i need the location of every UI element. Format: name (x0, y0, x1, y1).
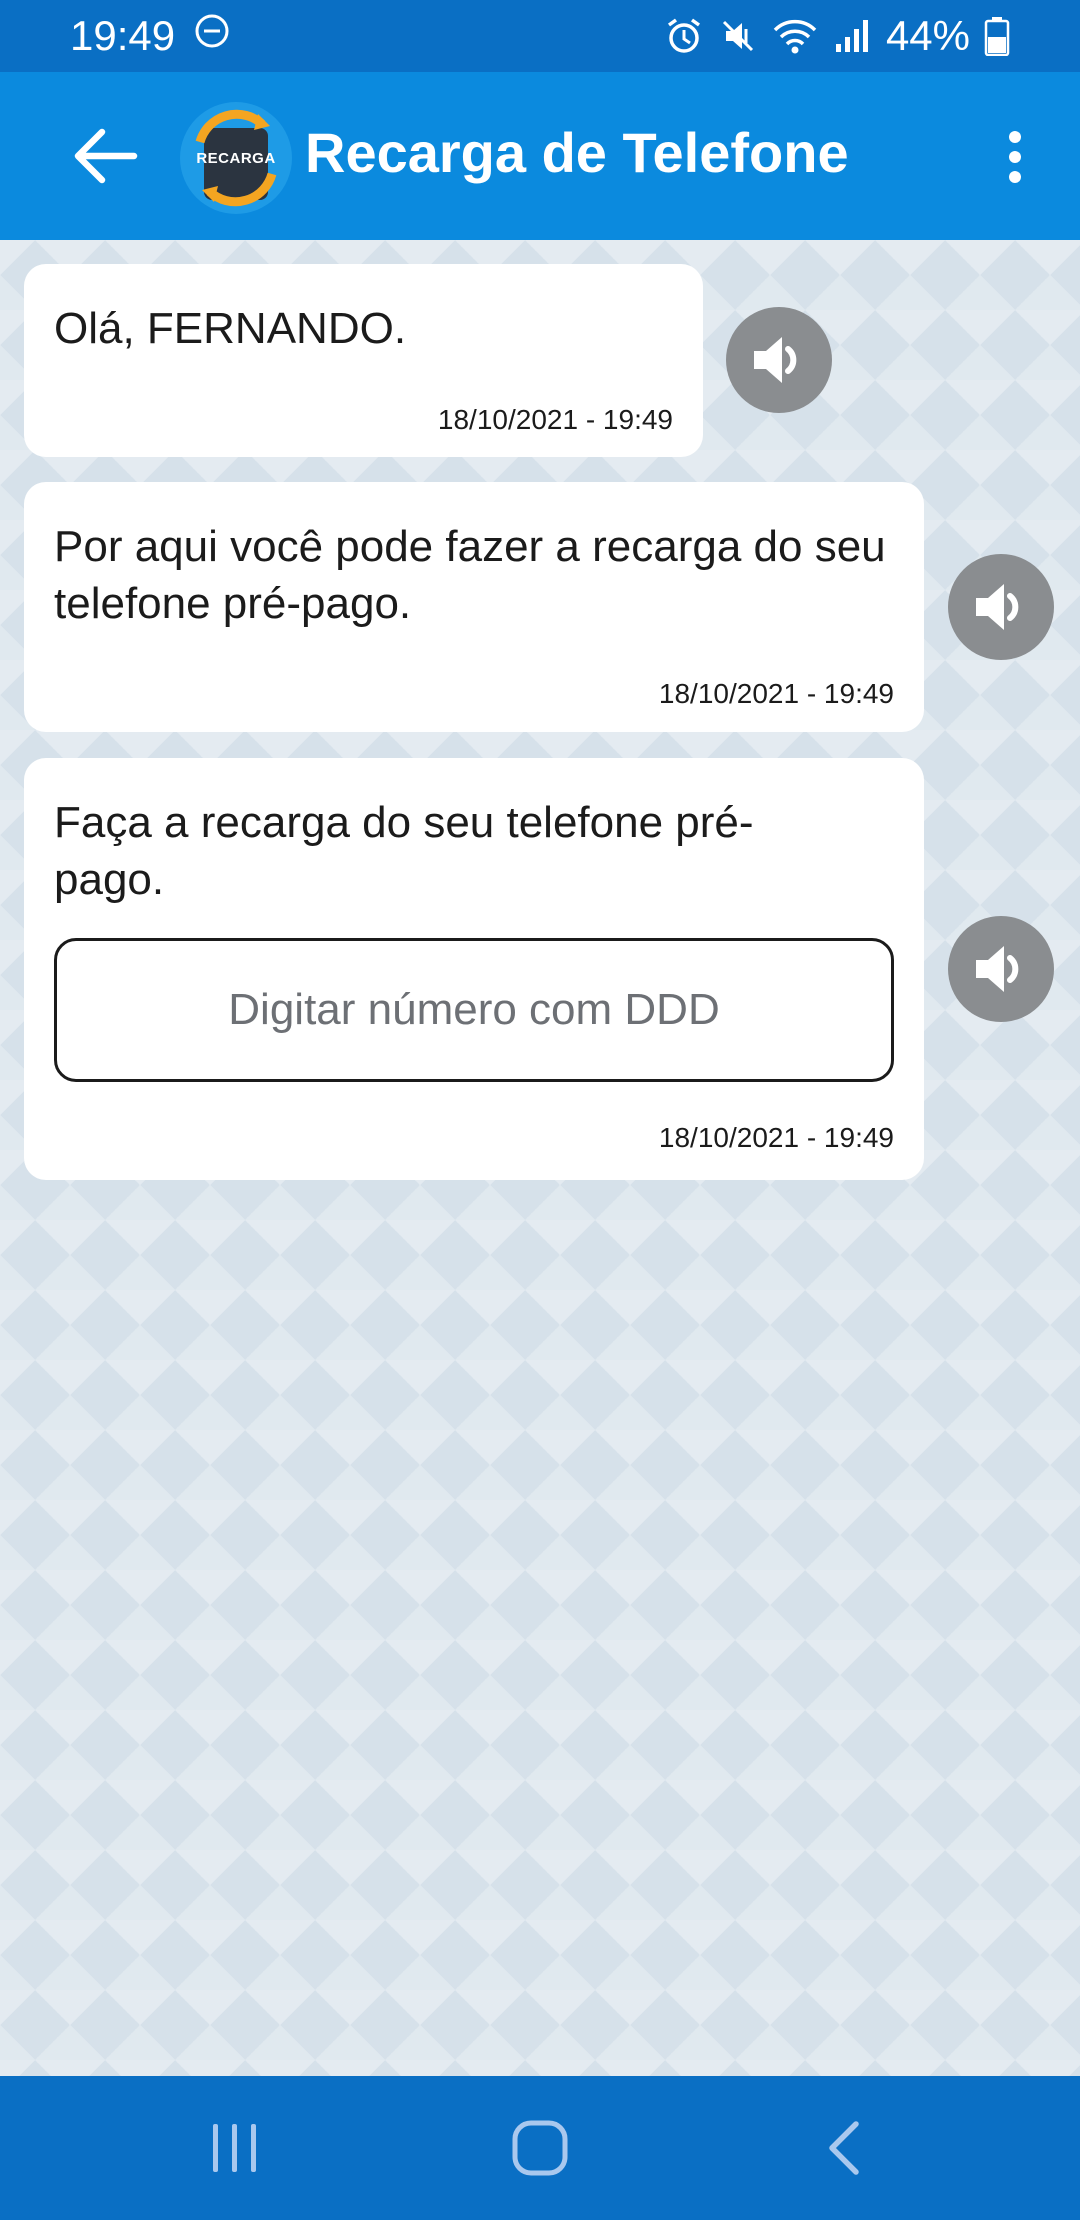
play-audio-button[interactable] (948, 916, 1054, 1022)
system-nav-bar (0, 2076, 1080, 2220)
message-timestamp: 18/10/2021 - 19:49 (658, 678, 894, 709)
speaker-icon (748, 329, 810, 391)
message-timestamp: 18/10/2021 - 19:49 (658, 1122, 894, 1153)
wifi-icon (772, 16, 818, 56)
message-text: Faça a recarga do seu telefone pré-pago. (54, 798, 754, 904)
message-bubble (24, 482, 924, 732)
recents-icon (205, 2120, 265, 2176)
status-time: 19:49 (70, 12, 176, 59)
message-text: Por aqui você pode fazer a recarga do seu telefone pré-pago. (54, 522, 886, 628)
message-bubble (24, 264, 703, 457)
back-arrow-icon (70, 124, 140, 188)
battery-icon (984, 16, 1010, 56)
speaker-icon (970, 576, 1032, 638)
app-bar (0, 72, 1080, 240)
status-bar (0, 0, 1080, 72)
recents-button[interactable] (200, 2116, 270, 2180)
nav-back-icon (820, 2118, 870, 2178)
message-timestamp: 18/10/2021 - 19:49 (437, 404, 673, 435)
play-audio-button[interactable] (726, 307, 832, 413)
more-vert-icon (995, 130, 1035, 184)
phone-number-input[interactable] (54, 938, 894, 1082)
home-button[interactable] (505, 2116, 575, 2180)
chat-area (0, 240, 1080, 2076)
message-text: Olá, FERNANDO. (54, 304, 407, 353)
battery-percent: 44% (885, 12, 970, 59)
home-icon (509, 2117, 571, 2179)
more-options-button[interactable] (995, 130, 1035, 184)
page-title: Recarga de Telefone (305, 121, 849, 184)
message-bubble (24, 758, 924, 1180)
play-audio-button[interactable] (948, 554, 1054, 660)
mute-icon (718, 16, 758, 56)
speaker-icon (970, 938, 1032, 1000)
logo-text: RECARGA (196, 150, 276, 167)
nav-back-button[interactable] (810, 2116, 880, 2180)
alarm-icon (664, 16, 704, 56)
do-not-disturb-icon (193, 12, 231, 60)
signal-icon (832, 16, 872, 56)
app-logo (180, 102, 292, 214)
back-button[interactable] (70, 124, 140, 188)
